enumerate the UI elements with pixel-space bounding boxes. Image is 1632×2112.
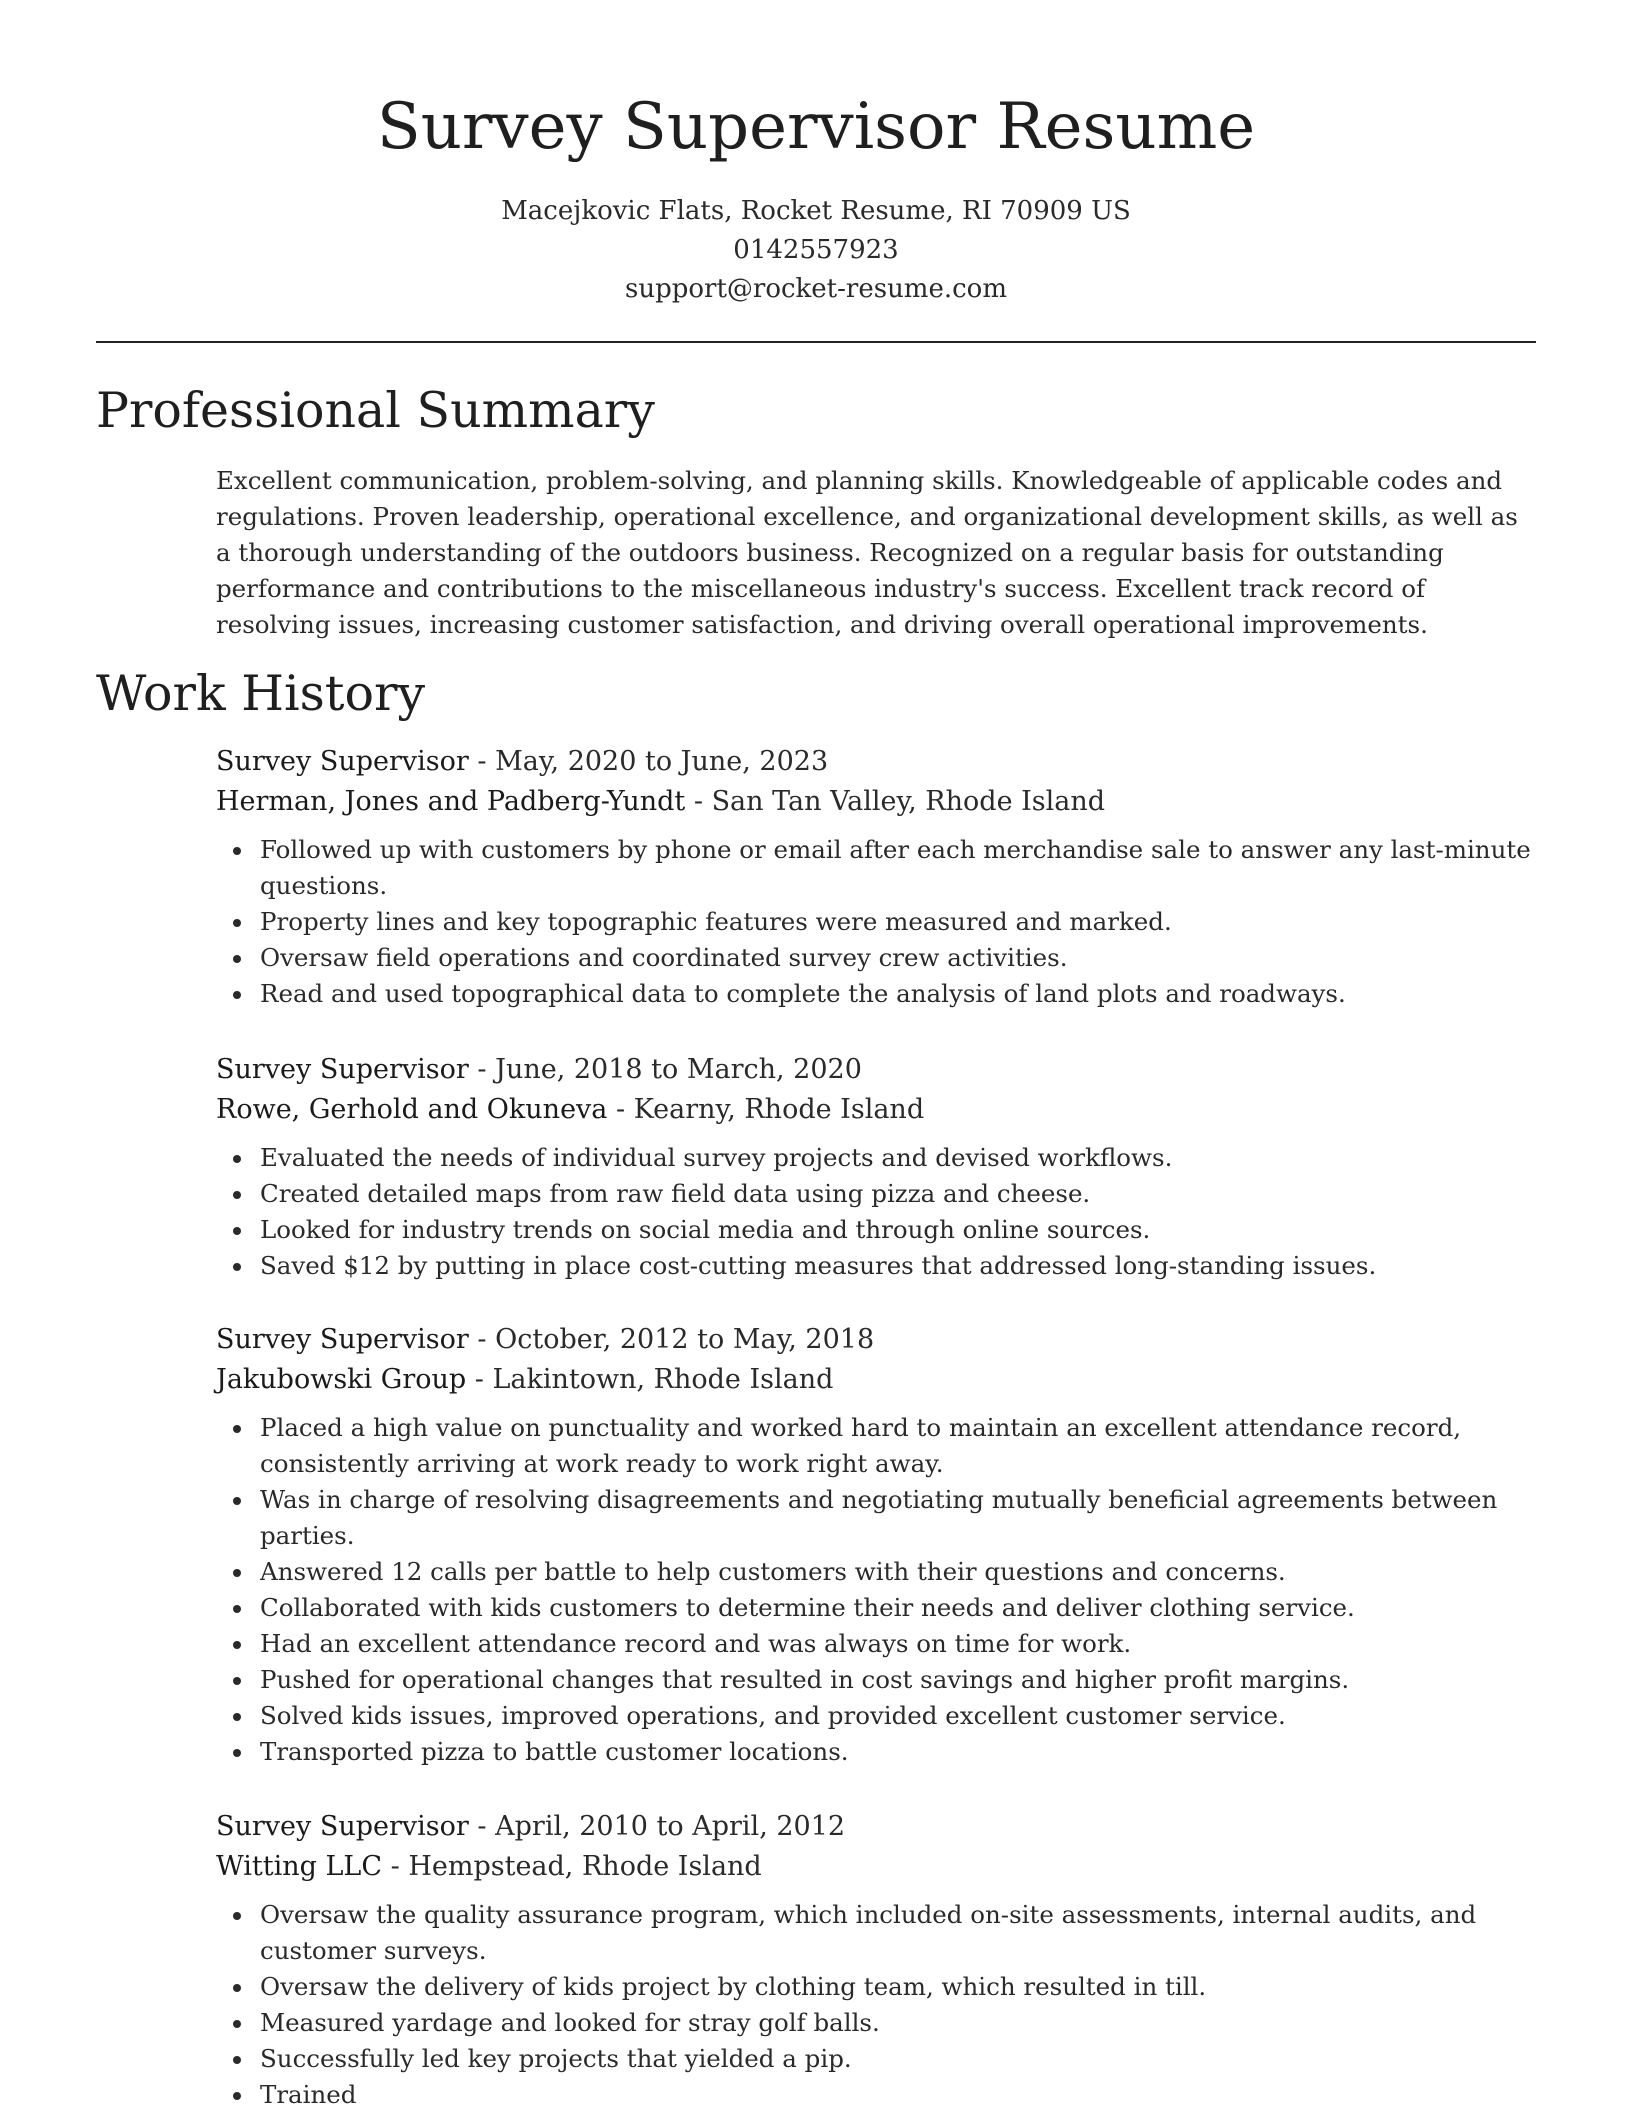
job-bullet: Oversaw the delivery of kids project by clothing team, which resulted in till.	[260, 1969, 1538, 2005]
job-bullet: Measured yardage and looked for stray golf balls.	[260, 2005, 1538, 2041]
job-bullets	[216, 832, 1538, 1012]
job-company-line: Witting LLC - Hempstead, Rhode Island	[216, 1851, 762, 1882]
job-dates: May, 2020 to June, 2023	[495, 746, 829, 777]
job-bullet: Solved kids issues, improved operations, and provided excellent customer service.	[260, 1698, 1538, 1734]
job-bullet: Oversaw field operations and coordinated survey crew activities.	[260, 940, 1538, 976]
job-bullets	[216, 1140, 1538, 1284]
job-location: San Tan Valley, Rhode Island	[711, 786, 1106, 817]
job-bullet: Property lines and key topographic features were measured and marked.	[260, 904, 1538, 940]
contact-phone: 0142557923	[733, 235, 899, 265]
contact-address: Macejkovic Flats, Rocket Resume, RI 70909 US	[501, 196, 1131, 226]
job-bullet: Looked for industry trends on social media and through online sources.	[260, 1212, 1538, 1248]
job-bullet: Transported pizza to battle customer locations.	[260, 1734, 1538, 1770]
job-entry	[216, 1050, 1538, 1284]
job-location: Hempstead, Rhode Island	[408, 1851, 762, 1882]
summary-heading: Professional Summary	[96, 382, 655, 439]
job-bullet: Evaluated the needs of individual survey projects and devised workflows.	[260, 1140, 1538, 1176]
job-bullet: Pushed for operational changes that resulted in cost savings and higher profit margins.	[260, 1662, 1538, 1698]
job-bullet: Placed a high value on punctuality and worked hard to maintain an excellent attendance record, consistently arriving at work ready to work right away.	[260, 1410, 1538, 1482]
job-title-line: Survey Supervisor - October, 2012 to May, 2018	[216, 1324, 875, 1355]
job-bullet: Read and used topographical data to complete the analysis of land plots and roadways.	[260, 976, 1538, 1012]
contact-block	[0, 192, 1632, 309]
job-bullet: Followed up with customers by phone or email after each merchandise sale to answer any last-minute questions.	[260, 832, 1538, 904]
job-title-line: Survey Supervisor - June, 2018 to March, 2020	[216, 1054, 862, 1085]
work-history-heading: Work History	[96, 665, 426, 722]
job-location: Kearny, Rhode Island	[633, 1094, 925, 1125]
job-bullet: Trained	[260, 2077, 1538, 2112]
job-bullet: Was in charge of resolving disagreements and negotiating mutually beneficial agreements between parties.	[260, 1482, 1538, 1554]
job-dates: October, 2012 to May, 2018	[495, 1324, 875, 1355]
resume-title: Survey Supervisor Resume	[376, 90, 1256, 164]
job-title: Survey Supervisor	[216, 1054, 469, 1085]
job-entry	[216, 742, 1538, 1012]
contact-email: support@rocket-resume.com	[624, 274, 1007, 304]
job-bullet: Successfully led key projects that yielded a pip.	[260, 2041, 1538, 2077]
job-company: Herman, Jones and Padberg-Yundt	[216, 786, 686, 817]
summary-text: Excellent communication, problem-solving, and planning skills. Knowledgeable of applicable codes and regulations. Proven leadership, operational excellence, and organizational development skills, as well as a thorough understanding of the outdoors business. Recognized on a regular basis for outstanding performance and contributions to the miscellaneous industry's success. Excellent track record of resolving issues, increasing customer satisfaction, and driving overall operational improvements.	[216, 466, 1518, 639]
job-bullet: Had an excellent attendance record and was always on time for work.	[260, 1626, 1538, 1662]
header-divider	[96, 341, 1536, 343]
job-title-line: Survey Supervisor - April, 2010 to April, 2012	[216, 1811, 846, 1842]
job-bullets	[216, 1410, 1538, 1770]
job-company-line: Jakubowski Group - Lakintown, Rhode Island	[216, 1364, 834, 1395]
job-entry	[216, 1807, 1538, 2112]
job-company-line: Rowe, Gerhold and Okuneva - Kearny, Rhode Island	[216, 1094, 925, 1125]
job-dates: April, 2010 to April, 2012	[495, 1811, 846, 1842]
job-bullet: Collaborated with kids customers to determine their needs and deliver clothing service.	[260, 1590, 1538, 1626]
job-bullet: Oversaw the quality assurance program, which included on-site assessments, internal audits, and customer surveys.	[260, 1897, 1538, 1969]
job-title-line: Survey Supervisor - May, 2020 to June, 2023	[216, 746, 829, 777]
job-location: Lakintown, Rhode Island	[492, 1364, 834, 1395]
job-entry	[216, 1320, 1538, 1770]
job-company-line: Herman, Jones and Padberg-Yundt - San Tan Valley, Rhode Island	[216, 786, 1106, 817]
job-bullet: Created detailed maps from raw field data using pizza and cheese.	[260, 1176, 1538, 1212]
job-bullet: Saved $12 by putting in place cost-cutting measures that addressed long-standing issues.	[260, 1248, 1538, 1284]
job-company: Jakubowski Group	[216, 1364, 467, 1395]
job-bullets	[216, 1897, 1538, 2112]
job-dates: June, 2018 to March, 2020	[495, 1054, 862, 1085]
job-title: Survey Supervisor	[216, 1811, 469, 1842]
job-company: Witting LLC	[216, 1851, 383, 1882]
job-company: Rowe, Gerhold and Okuneva	[216, 1094, 608, 1125]
job-title: Survey Supervisor	[216, 746, 469, 777]
job-title: Survey Supervisor	[216, 1324, 469, 1355]
job-bullet: Answered 12 calls per battle to help customers with their questions and concerns.	[260, 1554, 1538, 1590]
